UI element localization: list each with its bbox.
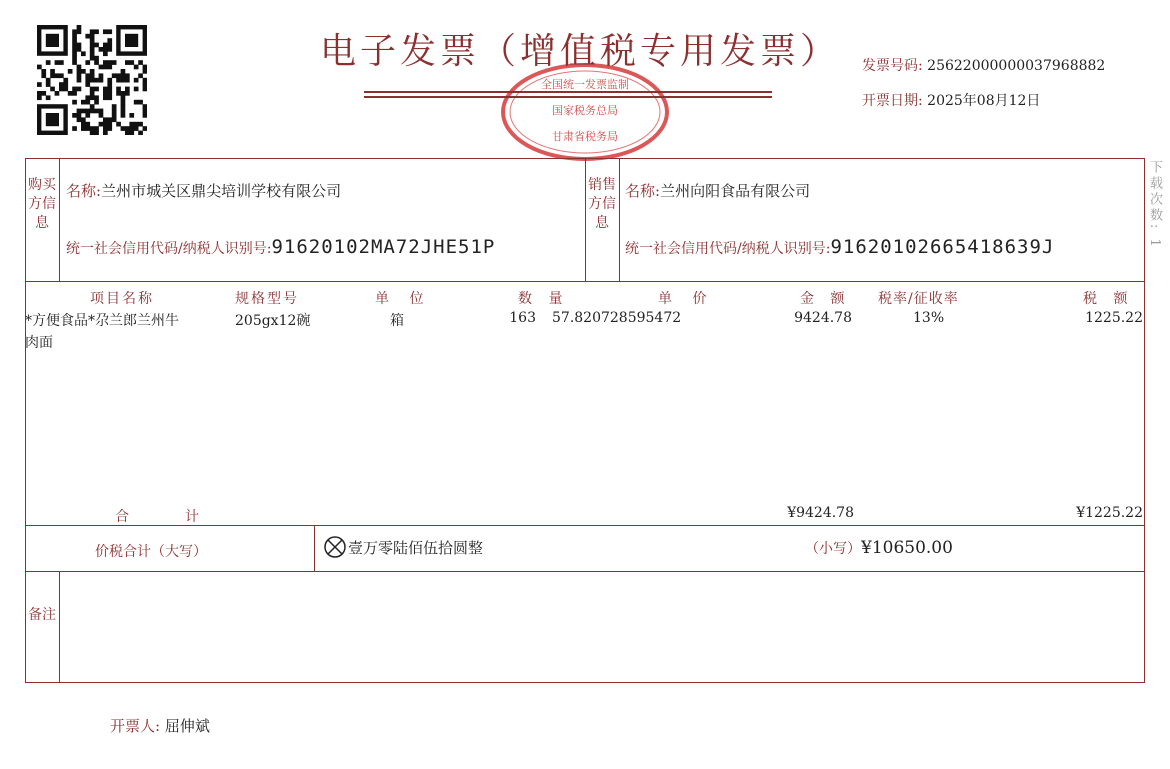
cross-circle-icon [324,536,346,558]
seller-tax-id-value: 91620102665418639J [830,236,1055,258]
item-amount: 9424.78 [794,310,852,326]
divider [314,525,315,571]
seller-tax-id-label: 统一社会信用代码/纳税人识别号: [625,241,831,257]
seal-bottom-text: 甘肃省税务局 [552,130,618,143]
col-header-quantity: 数 量 [518,291,569,307]
invoice-number [862,55,1105,75]
item-name: *方便食品*尕兰郎兰州牛 [25,313,179,329]
total-tax: ¥1225.22 [1076,505,1143,521]
title-underline [364,91,772,93]
buyer-tax-id-value: 91620102MA72JHE51P [271,236,496,258]
buyer-tax-id [66,236,495,258]
col-header-unit-price: 单 价 [658,291,715,307]
col-header-tax-rate: 税率/征收率 [878,291,959,307]
grand-total-uppercase-value: 壹万零陆佰伍拾圆整 [348,538,484,557]
buyer-tax-id-label: 统一社会信用代码/纳税人识别号: [66,241,272,257]
item-quantity: 163 [509,310,536,326]
issuer-name: 屈伸斌 [164,717,210,735]
invoice-date [862,90,1040,110]
divider [619,158,620,281]
grand-total-uppercase [324,536,483,558]
seal-top-text: 全国统一发票监制 [541,78,629,91]
item-name-cont: 肉面 [25,335,53,351]
issuer [110,715,210,736]
buyer-name [66,180,341,201]
invoice-number-value: 25622000000037968882 [927,58,1106,74]
invoice-date-label: 开票日期: [862,93,923,109]
item-tax-rate: 13% [913,310,945,326]
download-count: 下载次数: 1 [1147,160,1162,250]
issuer-label: 开票人: [110,717,161,735]
item-spec: 205gx12碗 [235,313,311,329]
seller-name-label: 名称: [625,182,661,200]
seller-section-label: 销售方信息 [588,177,616,231]
divider [59,158,60,281]
seller-name [625,180,810,201]
col-header-tax: 税 额 [1083,291,1134,307]
total-amount: ¥9424.78 [787,505,854,521]
col-header-spec: 规格型号 [235,291,299,307]
buyer-name-label: 名称: [66,182,102,200]
seal-middle-text: 国家税务总局 [552,104,618,117]
remarks-label: 备注 [28,607,56,623]
grand-total-small-label: （小写） [805,541,861,557]
divider [59,571,60,683]
col-header-amount: 金 额 [800,291,851,307]
invoice-title: 电子发票（增值税专用发票） [320,31,841,72]
buyer-section-label: 购买方信息 [28,177,56,231]
official-seal [500,62,670,162]
invoice-number-label: 发票号码: [862,58,923,74]
invoice-date-value: 2025年08月12日 [927,93,1041,109]
title-underline [364,96,772,98]
col-header-unit: 单 位 [375,291,432,307]
divider [25,571,1145,572]
col-header-item-name: 项目名称 [90,291,154,307]
item-tax: 1225.22 [1085,310,1143,326]
grand-total-label: 价税合计（大写） [95,544,207,560]
divider [25,281,1145,282]
grand-total-small-value: ¥10650.00 [861,538,953,558]
item-unit-price: 57.820728595472 [552,310,682,326]
buyer-name-value: 兰州市城关区鼎尖培训学校有限公司 [101,182,342,200]
seller-tax-id [625,236,1054,258]
qr-code [37,25,147,135]
total-label: 合 计 [115,509,199,525]
grand-total-small [805,538,953,558]
item-unit: 箱 [390,313,404,329]
seller-name-value: 兰州向阳食品有限公司 [660,182,811,200]
